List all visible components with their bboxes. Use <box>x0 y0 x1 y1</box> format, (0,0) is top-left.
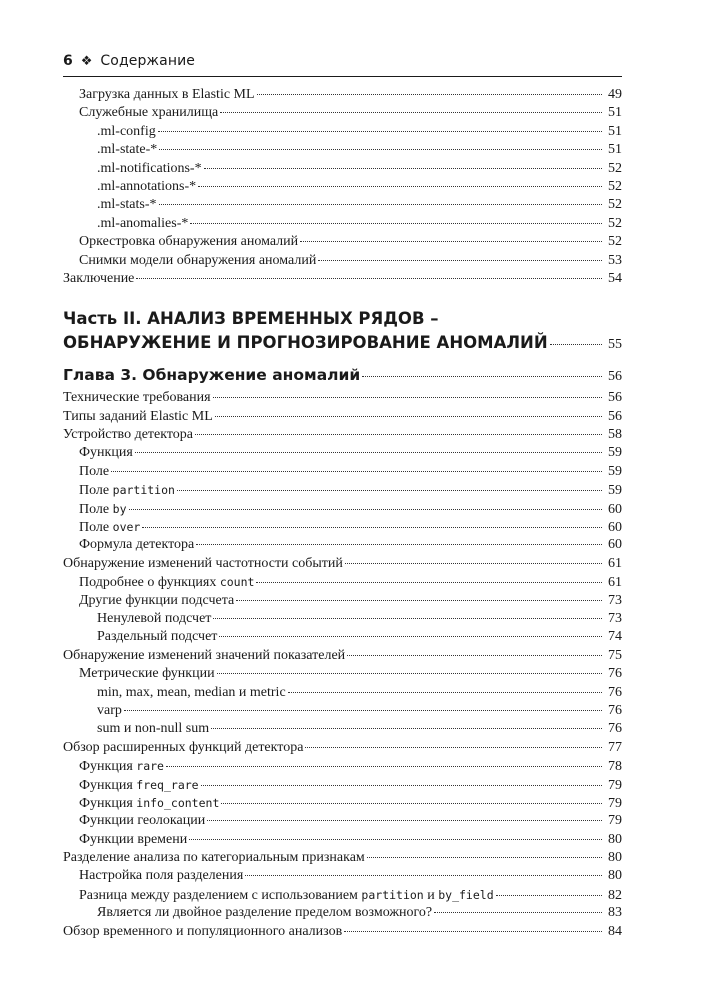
toc-entry-page: 60 <box>608 520 622 536</box>
toc-entry-page: 79 <box>608 813 622 829</box>
toc-entry <box>63 233 622 251</box>
toc-entry-title <box>97 684 286 702</box>
toc-entry-text: и <box>423 887 439 903</box>
dot-leader <box>211 728 602 729</box>
toc-entry-text: .ml-notifications-* <box>97 160 202 176</box>
dot-leader <box>300 241 602 242</box>
toc-entry-title <box>79 481 175 500</box>
toc-entry-page: 52 <box>608 160 622 176</box>
toc-entry-title <box>63 389 211 407</box>
toc-entry-text: Служебные хранилища <box>79 105 219 121</box>
toc-entry-title <box>97 628 217 646</box>
toc-entry-code: count <box>219 575 255 590</box>
toc-entry-text: Обнаружение изменений значений показателей <box>63 647 346 663</box>
toc-entry-title <box>63 739 303 757</box>
toc-entry <box>63 555 622 573</box>
toc-entry-page: 52 <box>608 215 622 231</box>
dot-leader <box>204 168 602 169</box>
toc-entry-title <box>79 463 109 481</box>
toc-entry-code: freq_rare <box>136 777 199 792</box>
toc-entry-title <box>79 886 494 905</box>
toc-entry-text: Устройство детектора <box>63 427 194 443</box>
toc-entry-text: Метрические функции <box>79 666 215 682</box>
toc-entry-title <box>79 252 316 270</box>
toc-entry-text: sum и non-null sum <box>97 721 210 737</box>
dot-leader <box>166 766 602 767</box>
toc-entry-text: .ml-stats-* <box>97 197 157 213</box>
toc-section-top <box>63 86 622 288</box>
toc-entry-text: Функция <box>79 777 137 793</box>
toc-entry <box>63 252 622 270</box>
dot-leader <box>221 803 602 804</box>
toc-entry-page: 52 <box>608 197 622 213</box>
toc-entry-text: Является ли двойное разделение пределом возможного? <box>97 905 433 921</box>
toc-entry-title <box>97 702 122 720</box>
toc-entry <box>63 463 622 481</box>
dot-leader <box>347 655 602 656</box>
toc-entry-text: Подробнее о функциях <box>79 575 220 591</box>
part-page: 55 <box>608 337 622 353</box>
toc-entry-page: 73 <box>608 610 622 626</box>
toc-entry-page: 79 <box>608 777 622 793</box>
chapter-heading <box>63 363 622 387</box>
part-heading <box>63 307 622 355</box>
toc-entry-text: Оркестровка обнаружения аномалий <box>79 234 299 250</box>
toc-entry-title <box>79 518 140 537</box>
toc-entry-text: min, max, mean, median и metric <box>97 684 286 700</box>
toc-entry-title <box>79 757 164 776</box>
toc-entry <box>63 141 622 159</box>
toc-entry <box>63 904 622 922</box>
toc-entry-code: partition <box>361 887 424 902</box>
toc-entry <box>63 610 622 628</box>
toc-entry-text: Функции времени <box>79 831 188 847</box>
dot-leader <box>220 112 602 113</box>
dot-leader <box>550 344 602 345</box>
toc-entry-title <box>79 794 219 813</box>
toc-entry-title <box>79 444 133 462</box>
toc-entry <box>63 720 622 738</box>
toc-entry-title <box>63 270 134 288</box>
toc-entry <box>63 684 622 702</box>
toc-entry-text: Функция <box>79 795 137 811</box>
toc-entry-page: 76 <box>608 721 622 737</box>
toc-entry <box>63 923 622 941</box>
dot-leader <box>362 376 602 377</box>
running-head <box>63 48 622 74</box>
toc-entry-title <box>97 720 209 738</box>
toc-entry-page: 80 <box>608 831 622 847</box>
toc-entry-page: 52 <box>608 178 622 194</box>
toc-entry-page: 60 <box>608 537 622 553</box>
toc-entry-page: 51 <box>608 105 622 121</box>
part-title-line1: Часть II. АНАЛИЗ ВРЕМЕННЫХ РЯДОВ – <box>63 309 439 329</box>
toc-entry-page: 77 <box>608 739 622 755</box>
dot-leader <box>136 278 602 279</box>
toc-entry-page: 51 <box>608 123 622 139</box>
dot-leader <box>198 186 602 187</box>
toc-entry <box>63 500 622 518</box>
toc-entry-page: 76 <box>608 666 622 682</box>
toc-entry-page: 84 <box>608 923 622 939</box>
toc-entry <box>63 86 622 104</box>
toc-entry-text: Функция <box>79 445 133 461</box>
toc-entry-page: 74 <box>608 629 622 645</box>
dot-leader <box>345 563 602 564</box>
toc-entry-title <box>63 647 345 665</box>
toc-entry-page: 56 <box>608 408 622 424</box>
toc-entry <box>63 270 622 288</box>
toc-entry-title <box>63 923 342 941</box>
toc-entry <box>63 444 622 462</box>
part-title-line2: ОБНАРУЖЕНИЕ И ПРОГНОЗИРОВАНИЕ АНОМАЛИЙ <box>63 333 548 353</box>
toc-entry-code: over <box>112 520 141 535</box>
toc-entry-page: 59 <box>608 463 622 479</box>
toc-entry-text: Загрузка данных в Elastic ML <box>79 87 255 102</box>
toc-entry-title <box>79 665 215 683</box>
dot-leader <box>195 434 602 435</box>
toc-entry-text: Обнаружение изменений частотности событий <box>63 555 343 571</box>
dot-leader <box>288 692 602 693</box>
toc-section-chapter <box>63 389 622 941</box>
toc-entry-text: Поле <box>79 520 113 536</box>
dot-leader <box>367 857 602 858</box>
toc-entry-title <box>79 867 243 885</box>
toc-entry-title <box>79 233 298 251</box>
toc-entry-title <box>63 426 193 444</box>
toc-entry-text: Поле <box>79 501 113 517</box>
toc-entry-text: .ml-config <box>97 123 156 139</box>
dot-leader <box>257 94 602 95</box>
toc-entry-text: Технические требования <box>63 390 211 406</box>
toc-entry-text: Типы заданий Elastic ML <box>63 408 213 424</box>
toc-entry-title <box>97 196 157 214</box>
dot-leader <box>305 747 602 748</box>
table-of-contents <box>63 86 622 941</box>
toc-entry-text: varp <box>97 702 122 718</box>
toc-entry <box>63 794 622 812</box>
dot-leader <box>196 544 602 545</box>
running-head-title: Содержание <box>100 53 195 69</box>
toc-entry-title <box>63 849 365 867</box>
toc-entry <box>63 628 622 646</box>
dot-leader <box>159 204 603 205</box>
dot-leader <box>177 490 602 491</box>
dot-leader <box>124 710 602 711</box>
toc-entry-title <box>97 610 211 628</box>
toc-entry-title <box>97 178 196 196</box>
toc-entry <box>63 831 622 849</box>
toc-entry <box>63 886 622 904</box>
dot-leader <box>219 636 602 637</box>
toc-entry-title <box>97 904 432 922</box>
toc-entry-text: Формула детектора <box>79 537 195 553</box>
toc-entry-text: Функции геолокации <box>79 813 206 829</box>
dot-leader <box>245 875 602 876</box>
dot-leader <box>142 527 602 528</box>
toc-entry-text: Заключение <box>63 270 135 286</box>
toc-entry-title <box>79 776 199 795</box>
toc-entry-page: 60 <box>608 501 622 517</box>
toc-entry-page: 61 <box>608 575 622 591</box>
toc-entry-code: partition <box>112 483 175 498</box>
ornament-icon: ❖ <box>80 53 93 69</box>
toc-entry-text: .ml-annotations-* <box>97 178 197 194</box>
toc-entry-page: 80 <box>608 868 622 884</box>
dot-leader <box>213 618 602 619</box>
dot-leader <box>111 471 602 472</box>
toc-entry-text: Поле <box>79 483 113 499</box>
toc-entry-text: Снимки модели обнаружения аномалий <box>79 252 317 268</box>
toc-entry <box>63 665 622 683</box>
page-number: 6 <box>63 53 73 69</box>
dot-leader <box>434 912 602 913</box>
toc-entry <box>63 518 622 536</box>
toc-entry-page: 51 <box>608 142 622 158</box>
toc-entry <box>63 867 622 885</box>
toc-entry-text: Обзор временного и популяционного анализов <box>63 923 343 939</box>
toc-entry <box>63 160 622 178</box>
toc-entry-text: Обзор расширенных функций детектора <box>63 739 304 755</box>
chapter-page: 56 <box>608 369 622 385</box>
toc-entry <box>63 739 622 757</box>
toc-entry-text: Ненулевой подсчет <box>97 610 212 626</box>
toc-entry-title <box>63 555 343 573</box>
toc-entry-title <box>79 592 234 610</box>
dot-leader <box>496 895 602 896</box>
toc-entry-page: 52 <box>608 234 622 250</box>
toc-entry-text: .ml-anomalies-* <box>97 215 189 231</box>
toc-entry-text: Разница между разделением с использованием <box>79 887 362 903</box>
toc-entry <box>63 123 622 141</box>
header-rule <box>63 76 622 77</box>
dot-leader <box>256 582 602 583</box>
toc-entry-page: 83 <box>608 905 622 921</box>
toc-entry <box>63 776 622 794</box>
toc-entry-page: 75 <box>608 647 622 663</box>
dot-leader <box>129 509 603 510</box>
toc-entry-title <box>79 573 254 592</box>
dot-leader <box>207 820 602 821</box>
toc-entry-title <box>97 141 157 159</box>
toc-entry-page: 76 <box>608 684 622 700</box>
toc-entry-code: by_field <box>438 887 494 902</box>
toc-entry <box>63 849 622 867</box>
toc-entry-text: Функция <box>79 759 137 775</box>
toc-entry <box>63 481 622 499</box>
dot-leader <box>236 600 602 601</box>
toc-entry <box>63 389 622 407</box>
part-title-line2-row <box>63 331 622 355</box>
toc-entry <box>63 104 622 122</box>
toc-entry-page: 82 <box>608 887 622 903</box>
toc-entry <box>63 196 622 214</box>
toc-entry-text: Разделение анализа по категориальным признакам <box>63 850 365 866</box>
dot-leader <box>344 931 602 932</box>
toc-entry-title <box>79 500 127 519</box>
toc-entry-text: Другие функции подсчета <box>79 592 235 608</box>
toc-entry <box>63 592 622 610</box>
toc-entry-page: 53 <box>608 252 622 268</box>
toc-entry-page: 49 <box>608 87 622 102</box>
chapter-title: Глава 3. Обнаружение аномалий <box>63 366 361 385</box>
toc-entry-page: 76 <box>608 702 622 718</box>
toc-entry-page: 61 <box>608 555 622 571</box>
toc-entry-title <box>79 86 255 104</box>
dot-leader <box>215 416 602 417</box>
toc-entry-text: Раздельный подсчет <box>97 629 218 645</box>
toc-entry-page: 78 <box>608 759 622 775</box>
dot-leader <box>201 785 602 786</box>
toc-entry-title <box>79 104 218 122</box>
toc-entry-code: rare <box>136 759 164 774</box>
toc-entry <box>63 215 622 233</box>
dot-leader <box>135 452 602 453</box>
toc-entry-page: 58 <box>608 427 622 443</box>
toc-entry-page: 59 <box>608 483 622 499</box>
toc-entry <box>63 408 622 426</box>
toc-entry-page: 73 <box>608 592 622 608</box>
toc-entry-code: by <box>112 501 127 516</box>
toc-entry-text: .ml-state-* <box>97 142 158 158</box>
dot-leader <box>318 260 602 261</box>
toc-entry <box>63 178 622 196</box>
toc-entry-page: 59 <box>608 445 622 461</box>
toc-entry-title <box>79 831 187 849</box>
toc-entry-title <box>97 160 202 178</box>
toc-entry-title <box>97 215 188 233</box>
toc-entry <box>63 536 622 554</box>
toc-entry-text: Поле <box>79 463 110 479</box>
dot-leader <box>189 839 602 840</box>
toc-entry <box>63 426 622 444</box>
toc-entry-title <box>79 812 205 830</box>
toc-entry <box>63 573 622 591</box>
toc-entry <box>63 702 622 720</box>
dot-leader <box>213 397 602 398</box>
toc-entry <box>63 812 622 830</box>
dot-leader <box>159 149 602 150</box>
toc-entry-page: 54 <box>608 270 622 286</box>
toc-entry-title <box>63 408 213 426</box>
toc-entry <box>63 647 622 665</box>
toc-entry-text: Настройка поля разделения <box>79 868 244 884</box>
toc-entry-page: 56 <box>608 390 622 406</box>
dot-leader <box>190 223 602 224</box>
toc-entry-page: 79 <box>608 795 622 811</box>
toc-entry-code: info_content <box>136 795 220 810</box>
dot-leader <box>158 131 602 132</box>
dot-leader <box>217 673 602 674</box>
toc-entry-title <box>79 536 194 554</box>
toc-entry-title <box>97 123 156 141</box>
toc-entry <box>63 757 622 775</box>
toc-entry-page: 80 <box>608 850 622 866</box>
